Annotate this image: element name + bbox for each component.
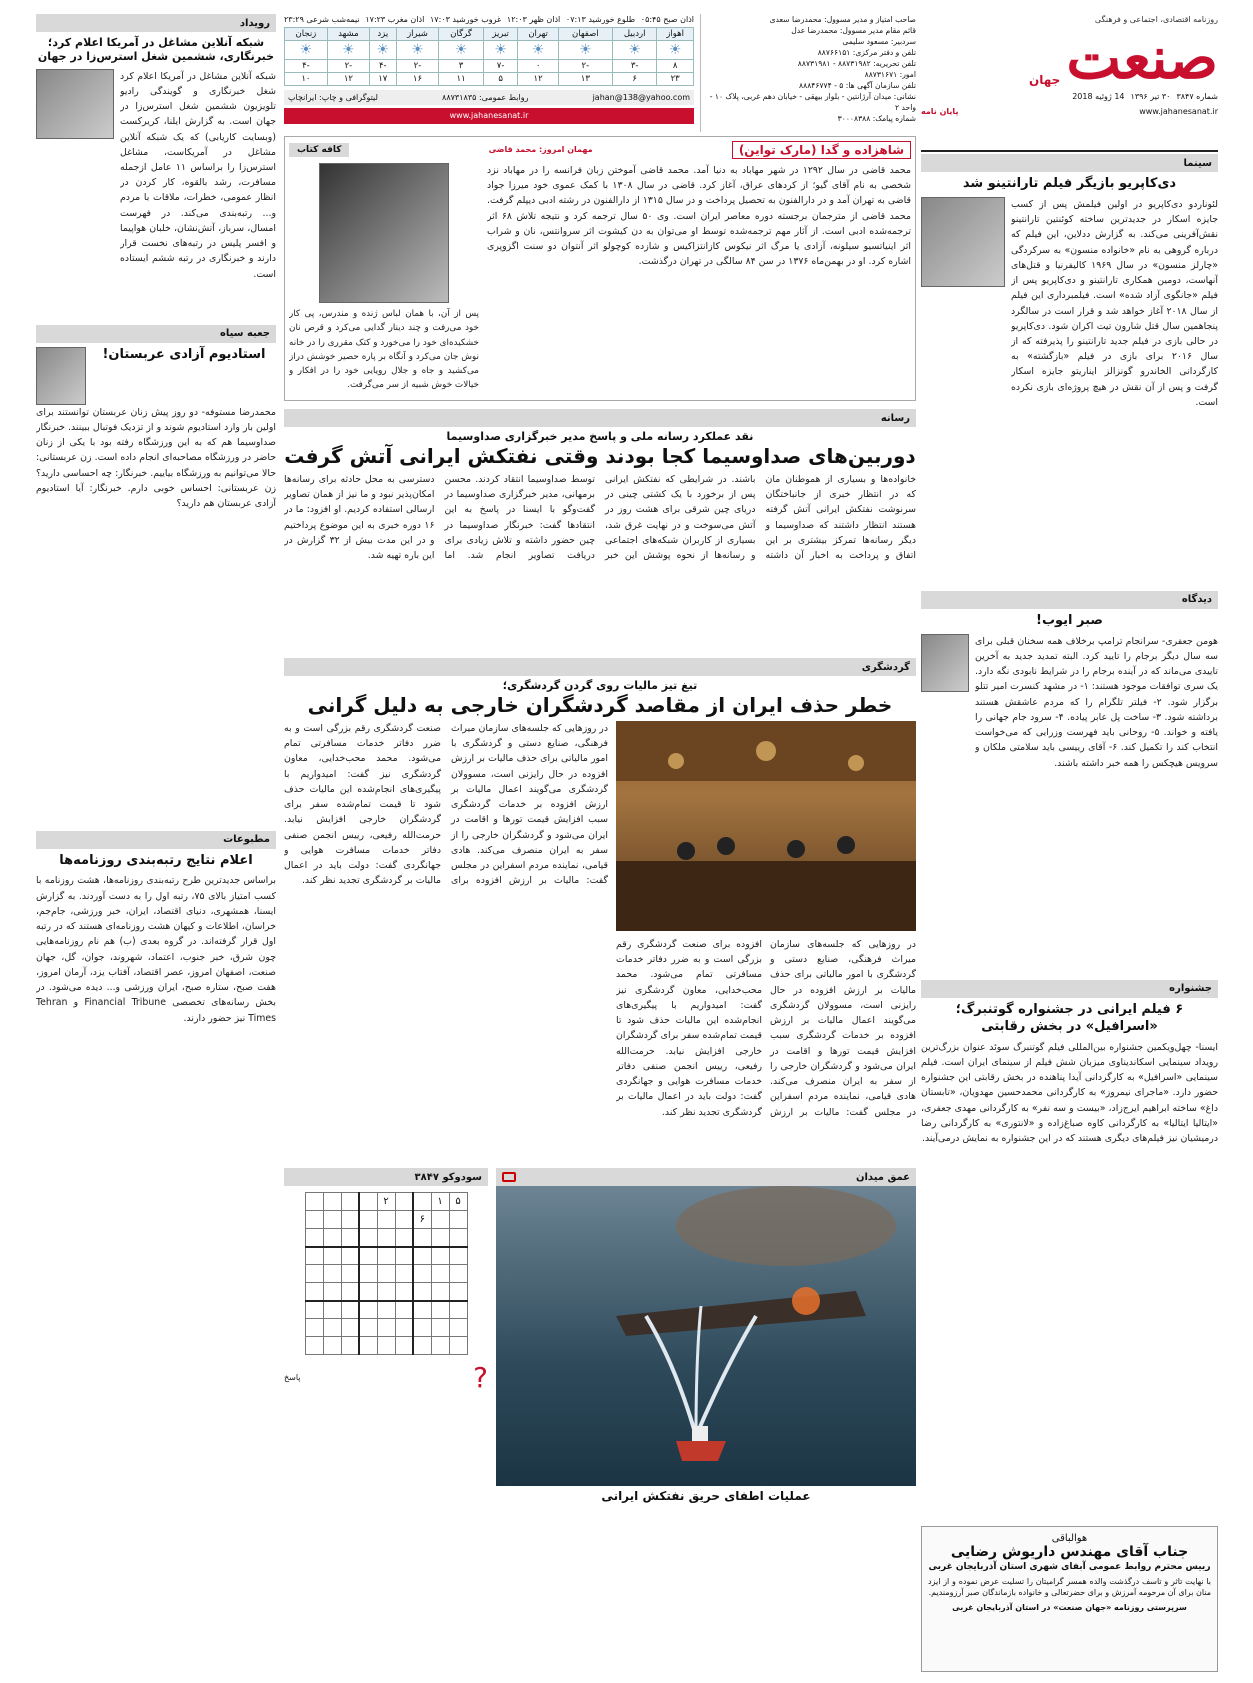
sudoku-cell[interactable]	[395, 1283, 413, 1301]
weather-icon-cell	[657, 41, 694, 60]
sudoku-cell[interactable]	[395, 1319, 413, 1337]
weather-min: -۴	[285, 60, 328, 73]
condolence-ad	[921, 1526, 1218, 1672]
website-banner[interactable]: www.jahanesanat.ir	[284, 108, 694, 123]
sudoku-cell[interactable]	[305, 1229, 323, 1247]
sun-icon: ☀	[668, 42, 682, 59]
weather-max: ۱۶	[396, 73, 439, 86]
sudoku-cell[interactable]	[305, 1319, 323, 1337]
sudoku-cell[interactable]	[413, 1301, 431, 1319]
ship-fire-photo	[496, 1186, 916, 1486]
sudoku-cell[interactable]	[395, 1211, 413, 1229]
staff-box: صاحب امتیاز و مدیر مسوول: محمدرضا سعدی قائم مقام مدیر مسوول: محمدرضا عدل سردبیر: مسعود سلیمی تلفن و دفتر مرکزی: ۸۸۷۶۶۱۵۱ تلفن تحریریه: ۸۸۷۳۱۹۸۲ - ۸۸۷۳۱۹۸۱ امور: ۸۸۷۳۱۶۷۱ تلفن سازمان آگهی ها: ۵ - ۸۸۸۴۶۷۷۴ نشانی: میدان آرژانتین - بلوار بیهقی - خیابان دهم غربی، پلاک ۱۰ - واحد ۲ شماره پیامک: ۳۰۰۰۸۳۸۸	[700, 14, 916, 132]
tourism-body-main: در روزهایی که جلسه‌های سازمان میراث فرهنگی، صنایع دستی و گردشگری با امور مالیاتی برای حذف مالیات بر ارزش افزوده در حال رایزنی است، مسوولان گردشگری می‌گویند اعمال مالیات بر ارزش افزوده بر خدمات گردشگری سبب افزایش قیمت تورها و اقامت در ایران می‌شود و گردشگران خارجی را از سفر به ایران منصرف می‌کند. هادی قیامی، نماینده مردم اسفراین در مجلس گفت: مالیات بر ارزش افزوده برای صنعت گردشگری رقم بزرگی است و به ضرر دفاتر خدمات مسافرتی تمام می‌شود. محمد محب‌خدایی، معاون گردشگری نیز گفت: امیدواریم با پیگیری‌های انجام‌شده این مالیات حذف شود تا قیمت تمام‌شده سفر برای گردشگران خارجی افزایش نیابد. حرمت‌الله رفیعی، رییس انجمن صنفی دفاتر خدمات مسافرت هوایی و جهانگردی گفت: دولت باید در اعمال مالیات بر گردشگری تجدید نظر کند.	[284, 723, 608, 887]
restaurant-illustration	[616, 721, 916, 931]
sun-icon: ☀	[299, 42, 313, 59]
weather-min: -۲	[396, 60, 439, 73]
guest-kicker: مهمان امروز: محمد قاضی	[488, 145, 593, 155]
sudoku-cell[interactable]	[431, 1319, 449, 1337]
guest-caption: پس از آن، با همان لباس ژنده و مندرس، پی کار خود می‌رفت و چند دینار گدایی می‌کرد و قرص نان خشکیده‌ای خود را می‌خورد و کتک مقرری را در خانه نوش جان می‌کرد و آنگاه بر پاره حصیر خوشش دراز می‌کشید و جاه و جلال رویایی خود را در افکار و خیالات خوش شبیه از سر می‌گرفت.	[289, 309, 479, 391]
sudoku-cell[interactable]	[305, 1193, 323, 1211]
sudoku-cell[interactable]	[431, 1337, 449, 1355]
weather-icon-cell	[612, 41, 656, 60]
section-sudoku: سودوکو ۳۸۴۷	[414, 1171, 482, 1183]
sudoku-cell[interactable]	[323, 1283, 341, 1301]
sudoku-cell[interactable]	[395, 1301, 413, 1319]
weather-icon-cell	[396, 41, 439, 60]
sudoku-cell[interactable]	[431, 1247, 449, 1265]
section-press: مطبوعات	[36, 831, 276, 849]
sudoku-cell[interactable]	[413, 1319, 431, 1337]
sudoku-cell[interactable]	[449, 1301, 467, 1319]
sudoku-cell[interactable]	[359, 1319, 377, 1337]
restaurant-photo	[616, 721, 916, 931]
sudoku-cell[interactable]	[305, 1211, 323, 1229]
sudoku-cell[interactable]	[431, 1283, 449, 1301]
sudoku-cell[interactable]	[395, 1265, 413, 1283]
sudoku-cell[interactable]	[359, 1211, 377, 1229]
sudoku-cell[interactable]	[377, 1229, 395, 1247]
section-media: رسانه	[880, 412, 910, 424]
center-area	[284, 14, 916, 1504]
event-body: شبکه آنلاین مشاغل در آمریکا اعلام کرد شغل خبرنگاری و گویندگی رادیو تلویزیون ششمین شغل استرس‌زا در جهان است. به گزارش ایلنا، کریرکست (وبسایت کاریابی) که یک شبکه آنلاین مشاغل در آمریکاست، مشاغل استرس‌زا را براساس ۱۱ عامل ازجمله مسافرت، رشد بالقوه، کار کردن در انظار عمومی، خطرات، ملاقات با مردم و... رتبه‌بندی می‌کند. در فهرست امسال، سرباز، آتش‌نشان، خلبان هواپیما و افسر پلیس در رتبه‌های نخست قرار دارند و خبرنگاری در رتبه ششم ایستاده است.	[120, 70, 276, 280]
sudoku-cell[interactable]	[305, 1283, 323, 1301]
sudoku-cell[interactable]	[359, 1337, 377, 1355]
sudoku-cell[interactable]	[449, 1211, 467, 1229]
weather-min: ۳	[439, 60, 483, 73]
sudoku-cell[interactable]	[359, 1265, 377, 1283]
section-photo: عمق میدان	[855, 1171, 910, 1183]
weather-city: تبریز	[483, 28, 518, 41]
weather-city: مشهد	[327, 28, 369, 41]
section-tourism: گردشگری	[861, 661, 910, 673]
sudoku-cell[interactable]	[359, 1301, 377, 1319]
sudoku-cell[interactable]	[341, 1247, 359, 1265]
sudoku-cell[interactable]	[323, 1337, 341, 1355]
ad-role: رییس محترم روابط عمومی آبفای شهری استان آذربایجان غربی	[928, 1562, 1211, 1572]
press-title: اعلام نتایج رتبه‌بندی روزنامه‌ها	[59, 852, 253, 868]
sudoku-cell[interactable]	[323, 1247, 341, 1265]
weather-min: ۰	[518, 60, 558, 73]
sudoku-cell[interactable]: ۱	[431, 1193, 449, 1211]
tourism-story	[284, 658, 916, 1162]
sudoku-cell[interactable]	[323, 1301, 341, 1319]
weather-max: ۲۳	[657, 73, 694, 86]
tourism-headline: خطر حذف ایران از مقاصد گردشگران خارجی به دلیل گرانی	[307, 693, 893, 717]
sudoku-cell[interactable]	[395, 1193, 413, 1211]
question-icon: ?	[473, 1361, 488, 1394]
sudoku-cell[interactable]	[359, 1229, 377, 1247]
sudoku-cell[interactable]	[449, 1265, 467, 1283]
sudoku-cell[interactable]	[341, 1193, 359, 1211]
cinema-title: دی‌کاپریو بازیگر فیلم تارانتینو شد	[962, 176, 1177, 191]
logo: صنعت	[1066, 24, 1218, 93]
weather-icon-cell	[369, 41, 396, 60]
sun-icon: ☀	[494, 42, 507, 59]
event-title: شبکه آنلاین مشاغل در آمریکا اعلام کرد؛ خبرنگاری، ششمین شغل استرس‌زا در جهان	[37, 36, 275, 64]
sun-icon: ☀	[376, 42, 390, 59]
sudoku-cell[interactable]: ۵	[449, 1193, 467, 1211]
festival-title: ۶ فیلم ایرانی در جشنواره گوتنبرگ؛ «اسرافیل» در بخش رقابتی	[955, 1001, 1184, 1034]
opinion-title: صبر ایوب!	[1036, 612, 1103, 628]
media-headline: دوربین‌های صداوسیما کجا بودند وقتی نفتکش ایرانی آتش گرفت	[284, 444, 916, 468]
media-body: خانواده‌ها و بسیاری از هموطنان مان که در انتظار خبری از جانباختگان سرنوشت نفتکش ایرانی آتش گرفته هستند انتظار داشتند که صداوسیما و دیگر رسانه‌ها تمرکز بیشتری بر این اتفاق و پرداخت به اخبار آن داشته باشند. در شرایطی که نفتکش ایرانی پس از برخورد با یک کشتی چینی در دریای چین شرقی برای هشت روز در آتش می‌سوخت و در نهایت غرق شد، بسیاری از کاربران شبکه‌های اجتماعی و رسانه‌ها از نحوه پوشش این خبر توسط صداوسیما انتقاد کردند. محسن برمهانی، مدیر خبرگزاری صداوسیما در گفت‌وگو با ایسنا در پاسخ به این انتقادها گفت: خبرنگار صداوسیما در چین حضور داشته و تلاش زیادی برای دریافت تصاویر انجام شد. اما دسترسی به محل حادثه برای رسانه‌ها امکان‌پذیر نبود و ما نیز از همان تصاویر ارسالی استفاده کردیم. او افزود: ما در ۱۶ دوره خبری به این موضوع پرداختیم و در این مدت بیش از ۳۲ گزارش در این باره تهیه شد.	[284, 474, 916, 562]
sudoku-cell[interactable]	[305, 1337, 323, 1355]
sudoku-cell[interactable]	[449, 1229, 467, 1247]
media-kicker: نقد عملکرد رسانه ملی و پاسخ مدیر خبرگزاری صداوسیما	[446, 430, 754, 443]
sudoku-cell[interactable]	[323, 1211, 341, 1229]
sudoku-cell[interactable]	[413, 1337, 431, 1355]
sudoku-grid[interactable]	[305, 1192, 468, 1355]
section-event: رویداد	[36, 14, 276, 32]
header-strip	[284, 14, 916, 132]
sudoku-cell[interactable]	[341, 1301, 359, 1319]
weather-icon-cell	[439, 41, 483, 60]
festival-body: ایسنا- چهل‌ویکمین جشنواره بین‌المللی فیلم گوتنبرگ سوئد عنوان بزرگ‌ترین رویداد سینمایی اسکاندیناوی میزبان شش فیلم از سینمای ایران است. فیلم سینمایی «اسرافیل» به کارگردانی آیدا پناهنده در بخش رقابتی این جشنواره حضور دارد. «ماجرای نیمروز» به کارگردانی محمدحسین مهدویان، «تابستان داغ» ساخته ابراهیم ایرج‌زاد، «بیست و سه نفر» به کارگردانی مهدی جعفری، «ایتالیا ایتالیا» به کارگردانی کاوه صباغ‌زاده و «لانتوری» به کارگردانی رضا درمیشیان نیز فیلم‌های دیگری هستند که در این جشنواره به نمایش درمی‌آیند.	[921, 1041, 1218, 1144]
weather-max: ۱۳	[558, 73, 612, 86]
email[interactable]: jahan@138@yahoo.com	[592, 93, 690, 103]
weather-city: گرگان	[439, 28, 483, 41]
sun-icon: ☀	[454, 42, 468, 59]
weather-min: -۳	[612, 60, 656, 73]
sublabel: پایان نامه	[921, 107, 959, 117]
opinion-body: هومن جعفری- سرانجام ترامپ برخلاف همه سخنان قبلی برای سه سال دیگر برجام را تایید کرد. البته تمدید جدید به آخرین تاییدی می‌ماند که در آینده برجام را در شرایط نابودی نگه دارد. یک سری توافقات موجود هستند: ۱- در مشهد کنسرت امیر تتلو برگزار شود. ۲- فیلتر تلگرام را که مردم عاشقش هستند برداشته شود. ۳- ساخت پل عابر پیاده. ۴- سرود جام جهانی را یافته و خواند. ۵- روحانی باید فهرست وزرایی که می‌خواست انتخاب کند را تکمیل کند. ۶- آقای رییسی باید سلامتی ملکان و سرویس هیچکس را همه خبر داشته باشند.	[975, 635, 1218, 769]
weather-icon-cell	[483, 41, 518, 60]
tourism-kicker: تیغ تیز مالیات روی گردن گردشگری؛	[502, 679, 698, 692]
sun-icon: ☀	[579, 42, 592, 59]
journalist-photo	[36, 69, 114, 139]
sudoku-cell[interactable]	[413, 1283, 431, 1301]
weather-max: ۶	[612, 73, 656, 86]
weather-max: ۵	[483, 73, 518, 86]
sudoku-cell[interactable]	[377, 1265, 395, 1283]
weather-max: ۱۰	[285, 73, 328, 86]
sudoku-cell[interactable]	[413, 1265, 431, 1283]
ad-name: جناب آقای مهندس داریوش رضایی	[950, 1544, 1189, 1560]
sudoku-cell[interactable]	[431, 1301, 449, 1319]
newspaper-page	[36, 14, 1218, 1674]
sudoku-cell[interactable]	[449, 1247, 467, 1265]
weather-box: اذان صبح ۰۵:۴۵ طلوع خورشید ۰۷:۱۳ اذان ظهر ۱۲:۰۳ غروب خورشید ۱۷:۰۳ اذان مغرب ۱۷:۲۳ نیمه‌شب شرعی ۲۳:۲۹ اهواز اردبیل اصفهان تهران تبریز گرگان شیراز یزد مشهد زنجان ☀ ☀ ☀ ☀ ☀ ☀ ☀ ☀ ☀ ☀ ۸ -۳ -۲ ۰ -۷ ۳ -۲ -۴ -۲ -۴ ۲۳ ۶ ۱۳ ۱۲ ۵ ۱۱ ۱۶ ۱۷ ۱۲ ۱۰ jahan@138@yahoo.com روابط عمومی: ۸۸۷۳۱۸۳۵ لیتوگرافی و چاپ: ایرانچاپ www.jahanesanat.ir	[284, 14, 694, 132]
weather-table	[284, 27, 694, 86]
weather-max: ۱۲	[327, 73, 369, 86]
sudoku-cell[interactable]	[341, 1265, 359, 1283]
sudoku-cell[interactable]	[305, 1247, 323, 1265]
sudoku-cell[interactable]	[413, 1193, 431, 1211]
issue-number: شماره ۳۸۴۷	[1176, 92, 1218, 102]
press-body: براساس جدیدترین طرح رتبه‌بندی روزنامه‌ها، هشت روزنامه با کسب امتیاز بالای ۷۵، رتبه اول را به دست آوردند. به گزارش ایسنا، همشهری، دنیای اقتصاد، ایران، خبر ورزشی، جام‌جم، خراسان، اطلاعات و کیهان هشت روزنامه‌ای هستند که در رتبه اول قرار گرفته‌اند. در گروه بعدی (ب) هم نام روزنامه‌هایی چون شرق، خبر جنوب، اعتماد، شهروند، جوان، گل، جهان صنعت، اصفهان امروز، عصر اقتصاد، آفتاب یزد، آرمان امروز، هفت صبح، ستاره صبح، ایران ورزشی و... دیده می‌شود. در بخش رسانه‌های تخصصی Financial Tribune و Tehran Times نیز حضور دارند.	[36, 875, 276, 1024]
sudoku-cell[interactable]	[359, 1247, 377, 1265]
camera-icon	[502, 1172, 516, 1182]
sudoku-cell[interactable]	[341, 1337, 359, 1355]
ship-fire-illustration	[496, 1186, 916, 1486]
sudoku-cell[interactable]	[395, 1229, 413, 1247]
weather-min: -۴	[369, 60, 396, 73]
sudoku-cell[interactable]	[377, 1283, 395, 1301]
sudoku-cell[interactable]	[377, 1319, 395, 1337]
date-fa: ۳۰ تیر ۱۳۹۶	[1130, 92, 1171, 102]
sudoku-cell[interactable]	[377, 1337, 395, 1355]
sudoku-cell[interactable]	[395, 1337, 413, 1355]
ad-opening: هوالباقی	[1051, 1533, 1088, 1544]
columnist-photo	[36, 347, 86, 405]
book-title: شاهزاده و گدا (مارک تواین)	[732, 141, 911, 159]
weather-icon-cell	[327, 41, 369, 60]
sudoku-cell[interactable]	[323, 1319, 341, 1337]
sun-icon: ☀	[411, 42, 424, 59]
sudoku-cell[interactable]	[305, 1301, 323, 1319]
weather-city: اصفهان	[558, 28, 612, 41]
sun-icon: ☀	[342, 42, 355, 59]
section-festival: جشنواره	[921, 980, 1218, 998]
weather-city: شیراز	[396, 28, 439, 41]
sudoku-cell[interactable]	[449, 1337, 467, 1355]
photo-caption: عملیات اطفای حریق نفتکش ایرانی	[601, 1489, 811, 1503]
section-opinion: دیدگاه	[921, 591, 1218, 609]
date-en: 14 ژوئیه 2018	[1072, 92, 1125, 102]
weather-city: اردبیل	[612, 28, 656, 41]
sudoku-cell[interactable]	[395, 1247, 413, 1265]
weather-city: تهران	[518, 28, 558, 41]
author-photo	[921, 634, 969, 692]
right-column	[921, 14, 1218, 1272]
sudoku-cell[interactable]: ۲	[377, 1193, 395, 1211]
sudoku-cell[interactable]	[341, 1283, 359, 1301]
blackbox-title: استادیوم آزادی عربستان!	[102, 346, 266, 362]
weather-max: ۱۱	[439, 73, 483, 86]
sudoku-cell[interactable]	[449, 1319, 467, 1337]
sudoku-cell[interactable]	[377, 1211, 395, 1229]
section-blackbox: جعبه سیاه	[36, 325, 276, 343]
sudoku-cell[interactable]	[413, 1229, 431, 1247]
masthead	[921, 14, 1218, 152]
ad-body: با نهایت تاثر و تاسف درگذشت والده همسر گرامیتان را تسلیت عرض نموده و از ایزد منان برای آن مرحومه آمرزش و برای حضرتعالی و خانواده بازماندگان صبر آرزومندیم.	[928, 1577, 1211, 1598]
sudoku-cell[interactable]	[323, 1193, 341, 1211]
tourism-body-left: در روزهایی که جلسه‌های سازمان میراث فرهنگی، صنایع دستی و گردشگری با امور مالیاتی برای حذف مالیات بر ارزش افزوده در حال رایزنی است، مسوولان گردشگری می‌گویند اعمال مالیات بر ارزش افزوده بر خدمات گردشگری سبب افزایش قیمت تورها و اقامت در ایران می‌شود و گردشگران خارجی را از سفر به ایران منصرف می‌کند. هادی قیامی، نماینده مردم اسفراین در مجلس گفت: مالیات بر ارزش افزوده برای صنعت گردشگری رقم بزرگی است و به ضرر دفاتر خدمات مسافرتی تمام می‌شود. محمد محب‌خدایی، معاون گردشگری نیز گفت: امیدواریم با پیگیری‌های انجام‌شده این مالیات حذف شود تا قیمت تمام‌شده سفر برای گردشگران خارجی افزایش نیابد. حرمت‌الله رفیعی، رییس انجمن صنفی دفاتر خدمات مسافرت هوایی و جهانگردی گفت: دولت باید در اعمال مالیات بر گردشگری تجدید نظر کند.	[616, 939, 916, 1118]
section-cinema: سینما	[921, 154, 1218, 172]
weather-min: -۲	[327, 60, 369, 73]
ad-signer: سرپرستی روزنامه «جهان صنعت» در استان آذربایجان غربی	[952, 1603, 1187, 1613]
masthead-tagline: روزنامه اقتصادی، اجتماعی و فرهنگی	[1094, 15, 1218, 24]
sudoku-cell[interactable]	[323, 1265, 341, 1283]
sudoku-cell[interactable]	[341, 1229, 359, 1247]
weather-max: ۱۷	[369, 73, 396, 86]
sudoku-cell[interactable]	[359, 1283, 377, 1301]
sudoku-cell[interactable]	[359, 1193, 377, 1211]
sudoku-cell[interactable]	[431, 1265, 449, 1283]
sudoku-cell[interactable]	[449, 1283, 467, 1301]
sudoku-cell[interactable]	[323, 1229, 341, 1247]
sudoku-cell[interactable]: ۶	[413, 1211, 431, 1229]
bottom-row	[284, 1168, 916, 1504]
weather-city: زنجان	[285, 28, 328, 41]
left-column	[36, 14, 276, 1403]
dicaprio-photo	[921, 197, 1005, 287]
sudoku-cell[interactable]	[377, 1301, 395, 1319]
weather-city: یزد	[369, 28, 396, 41]
guest-portrait	[319, 163, 449, 303]
weather-max: ۱۲	[518, 73, 558, 86]
website[interactable]: www.jahanesanat.ir	[1139, 107, 1218, 117]
cinema-body: لئوناردو دی‌کاپریو در اولین فیلمش پس از کسب جایزه اسکار در جدیدترین ساخته کوئنتین تارانتینو نقش‌آفرینی می‌کند. به گزارش ددلاین، این فیلم که درباره گروهی به نام «خانواده منسون» به سرکردگی «چارلز منسون» در سال ۱۹۶۹ کالیفرنیا و قتل‌های آنهاست، دومین همکاری تارانتینو و دی‌کاپریو پس از فیلم «جانگوی آزاد شده» است. فیلمبرداری این فیلم از سال ۲۰۱۸ آغاز خواهد شد و قرار است در سالگرد پنجاهمین سال قتل شارون تیت اکران شود. دی‌کاپریو در حالی بازی در فیلم جدید تارانتینو را پذیرفته که از سال ۲۰۱۶ برای بازی در فیلم «بازگشته» به کارگردانی الخاندرو گونزالز ایناریتو جایزه اسکار گرفت و پس از آن نقش در هیچ پروژه‌ای بازی نکرده است.	[1011, 198, 1218, 408]
section-book-cafe: کافه کتاب	[289, 143, 349, 157]
weather-min: ۸	[657, 60, 694, 73]
blackbox-body: محمدرضا مستوفه- دو روز پیش زنان عربستان توانستند برای اولین بار وارد استادیوم شوند و از تزدیک فوتبال ببینند. خبرنگار صداوسیما هم که به این ورزشگاه رفته بود با یکی از زنان حاضر در ورزشگاه مصاحبه‌ای انجام داده است. زن عربستانی: حالا می‌توانیم به ورزشگاه بیاییم. خبرنگار: چه احساسی دارید؟ زن عربستانی: احساس خوبی دارم. خبرنگار: آیا استادیوم آزادی عربستان هم دارید؟	[36, 406, 276, 509]
media-story	[284, 409, 916, 652]
sudoku-cell[interactable]	[377, 1247, 395, 1265]
sudoku-cell[interactable]	[431, 1229, 449, 1247]
sudoku-cell[interactable]	[341, 1319, 359, 1337]
book-box	[284, 136, 916, 401]
weather-city: اهواز	[657, 28, 694, 41]
weather-icon-cell	[558, 41, 612, 60]
sudoku-cell[interactable]	[341, 1211, 359, 1229]
weather-min: -۷	[483, 60, 518, 73]
sudoku-cell[interactable]	[413, 1247, 431, 1265]
weather-icon-cell	[285, 41, 328, 60]
sudoku-cell[interactable]	[305, 1265, 323, 1283]
answer-label: پاسخ	[284, 1372, 301, 1382]
guest-body: محمد قاضی در سال ۱۲۹۲ در شهر مهاباد به دنیا آمد. محمد قاضی آموختن زبان فرانسه را در مهاباد نزد شخصی به نام آقای گیو؛ از کردهای عراق، آغاز کرد. قاضی در سال ۱۳۰۸ با کمک عموی خود میرزا جواد قاضی به تهران آمد و در دارالفنون به تحصیل پرداخت و در سال ۱۳۱۵ از دارالفنون در رشته ادبی دیپلم گرفت. محمد قاضی از مترجمان برجسته دوره معاصر ایران است. وی ۵۰ سال ترجمه کرد و نتیجه تلاش ۶۸ اثر ترجمه‌شده ادبی است. از آثار مهم ترجمه‌شده توسط او می‌توان به دن کیشوت اثر سروانتس، نان و شراب اثر اینیاتسیو سیلونه، آزادی یا مرگ اثر نیکوس کازانتزاکیس و شازده کوچولو اثر آنتوان دو سنت اگزوپری اشاره کرد. او در بهمن‌ماه ۱۳۷۶ در سن ۸۴ سالگی در تهران درگذشت.	[487, 165, 911, 268]
sudoku-cell[interactable]	[431, 1211, 449, 1229]
sun-icon: ☀	[628, 42, 641, 59]
weather-min: -۲	[558, 60, 612, 73]
weather-icon-cell	[518, 41, 558, 60]
logo-prefix: جهان	[1028, 73, 1061, 88]
sun-icon: ☀	[531, 42, 545, 59]
